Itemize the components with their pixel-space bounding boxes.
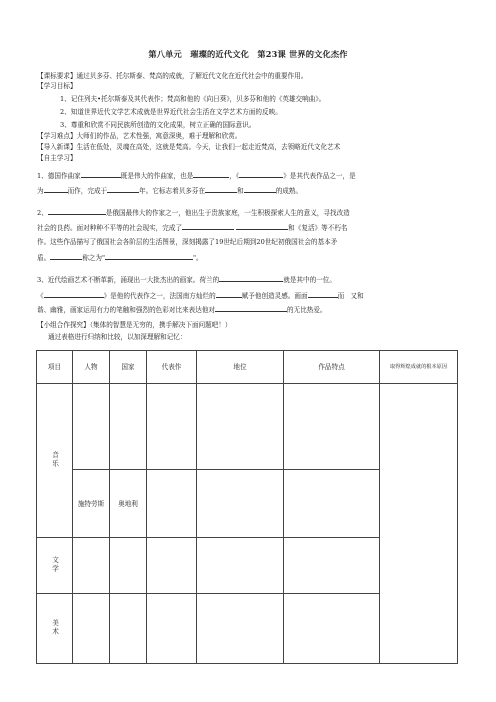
q2-blank-writer[interactable]: [48, 208, 106, 215]
header-work: 代表作: [147, 351, 197, 384]
header-features: 作品特点: [284, 351, 380, 384]
q1-text-d: 》是其代表作品之一，是: [283, 172, 356, 180]
q2-text-f: 盾。: [37, 254, 51, 262]
learning-goal-3: 3、尊重和欣赏不同民族所创造的文化成果，树立正确的国际意识。: [60, 121, 256, 129]
header-person: 人物: [73, 351, 110, 384]
q1-blank-field-2[interactable]: [244, 186, 276, 193]
q1-text-e: 为: [37, 187, 44, 195]
curriculum-requirement: 【课标要求】通过贝多芬、托尔斯泰、梵高的成就，了解近代文化在近代社会中的重要作用。: [37, 72, 308, 80]
q3-text-h: 谐、幽雅，画家运用有力的笔触和强烈的色彩对比来表达他对: [37, 306, 216, 314]
cell-literature-person[interactable]: [73, 538, 110, 594]
cell-art-status[interactable]: [197, 594, 284, 664]
q2-blank-work-2[interactable]: [236, 223, 288, 230]
table-instruction: 通过表格进行归纳和比较，以加深理解和记忆：: [48, 333, 187, 341]
table-row-music-1: [37, 384, 458, 470]
cell-reason[interactable]: [380, 384, 458, 664]
q2-text-g: 称之为": [82, 254, 106, 262]
q2-text-b: 是俄国最伟大的作家之一，他出生于贵族家庭，一生积极探索人生的意义，寻找改造: [105, 209, 350, 217]
q3-text-c: 《: [37, 292, 44, 300]
cell-music-work-1[interactable]: [147, 384, 197, 470]
q1-blank-year[interactable]: [107, 186, 139, 193]
question-2-line-1: [37, 208, 350, 217]
q3-blank-adj-1[interactable]: [308, 291, 338, 298]
comparison-table: [36, 350, 458, 664]
cell-art-country[interactable]: [110, 594, 147, 664]
cell-music-features-2[interactable]: [284, 470, 380, 538]
q1-blank-work[interactable]: [239, 171, 283, 178]
cell-literature-country[interactable]: [110, 538, 147, 594]
cell-music-person-1[interactable]: [73, 384, 110, 470]
q3-text-b: 就是其中的一位。: [283, 276, 336, 284]
q1-blank-field-1[interactable]: [205, 186, 237, 193]
learning-difficulty: 【学习难点】大师们的作品，艺术性强，寓意深奥，难于理解和欣赏。: [37, 132, 242, 140]
cell-austria: 奥地利: [110, 470, 147, 538]
q1-text-b: 既是伟大的作曲家，也是: [120, 172, 194, 180]
q3-text-a: 3、近代绘画艺术不断革新，涌现出一大批杰出的画家。荷兰的: [37, 276, 220, 284]
table-header-row: [37, 351, 458, 384]
q1-blank-composer[interactable]: [81, 171, 121, 178]
header-status: 地位: [197, 351, 284, 384]
self-study-heading: 【自主学习】: [37, 154, 77, 162]
row-label-literature: 文学: [37, 538, 73, 594]
q3-text-e: 赋予他创造灵感。画面: [241, 292, 308, 300]
q2-text-a: 2、: [37, 209, 48, 217]
cell-strauss: 施特劳斯: [73, 470, 110, 538]
q1-text-i: 的成熟。: [275, 187, 303, 195]
q3-text-g: 又和: [350, 292, 364, 300]
cell-art-features[interactable]: [284, 594, 380, 664]
learning-goals-heading: 【学习目标】: [37, 82, 77, 90]
question-1-line-2: [37, 186, 302, 195]
q3-text-d: 》是他的代表作之一，法国南方灿烂的: [103, 292, 216, 300]
cell-music-status-2[interactable]: [197, 470, 284, 538]
cell-music-country-1[interactable]: [110, 384, 147, 470]
cell-art-person[interactable]: [73, 594, 110, 664]
question-3-line-2: [37, 291, 364, 300]
q3-blank-painting[interactable]: [44, 291, 104, 298]
q1-text-c: ，《: [229, 172, 240, 180]
q2-blank-work-1[interactable]: [182, 223, 234, 230]
q1-text-h: 和: [237, 187, 244, 195]
q2-text-c: 社会的良药。面对种种不平等的社会现实，完成了: [37, 224, 183, 232]
q3-text-i: 的无比热爱。: [287, 306, 327, 314]
q1-text-g: 年。它标志着贝多芬在: [139, 187, 206, 195]
q3-blank-painter[interactable]: [219, 275, 283, 282]
q1-text-f: 而作，完成于: [67, 187, 108, 195]
q1-blank-dedication[interactable]: [44, 186, 68, 193]
q1-text-a: 1、德国作曲家: [37, 172, 81, 180]
question-2-line-4: [37, 253, 203, 262]
group-work-heading: 【小组合作探究】（集体的智慧是无穷的，携手解决下面问题吧！）: [37, 321, 232, 329]
header-reason: 取得辉煌成就的根本原因: [380, 351, 458, 384]
question-1-line-1: [37, 171, 356, 180]
row-label-art: 美术: [37, 594, 73, 664]
cell-music-status-1[interactable]: [197, 384, 284, 470]
header-item: 项目: [37, 351, 73, 384]
learning-goal-2: 2、知道世界近代文学艺术成就是世界近代社会生活在文学艺术方面的反映。: [60, 108, 282, 116]
page-title: 第八单元 璀璨的近代文化 第23课 世界的文化杰作: [148, 49, 348, 59]
q3-blank-subject[interactable]: [215, 305, 287, 312]
learning-goal-1: 1、记住列夫•托尔斯泰及其代表作；梵高和他的《向日葵》，贝多芬和他的《英雄交响曲》。: [60, 95, 326, 103]
question-2-line-2: [37, 223, 348, 232]
cell-literature-features[interactable]: [284, 538, 380, 594]
cell-literature-status[interactable]: [197, 538, 284, 594]
q2-blank-person[interactable]: [50, 253, 82, 260]
q2-text-h: "。: [193, 254, 203, 262]
lesson-intro: 【导入新课】生活在低处，灵魂在高处，这就是梵高。今天，让我们一起走近梵高，去领略近代文化艺术: [37, 143, 341, 151]
q3-blank-inspiration[interactable]: [216, 291, 242, 298]
q2-blank-title[interactable]: [105, 253, 193, 260]
cell-music-work-2[interactable]: [147, 470, 197, 538]
cell-music-features-1[interactable]: [284, 384, 380, 470]
question-3-line-1: [37, 275, 336, 284]
cell-art-work[interactable]: [147, 594, 197, 664]
header-country: 国家: [110, 351, 147, 384]
cell-literature-work[interactable]: [147, 538, 197, 594]
row-label-music: 音乐: [37, 384, 73, 538]
q2-text-d: 和《复活》等不朽名: [288, 224, 348, 232]
question-3-line-3: [37, 305, 327, 314]
question-2-line-3: 作。这些作品描写了俄国社会各阶层的生活图景，深刻揭露了19世纪后期到20世纪初俄国社会的基本矛: [37, 238, 338, 246]
q1-blank-role[interactable]: [193, 171, 229, 178]
q3-text-f: 而: [337, 292, 345, 300]
